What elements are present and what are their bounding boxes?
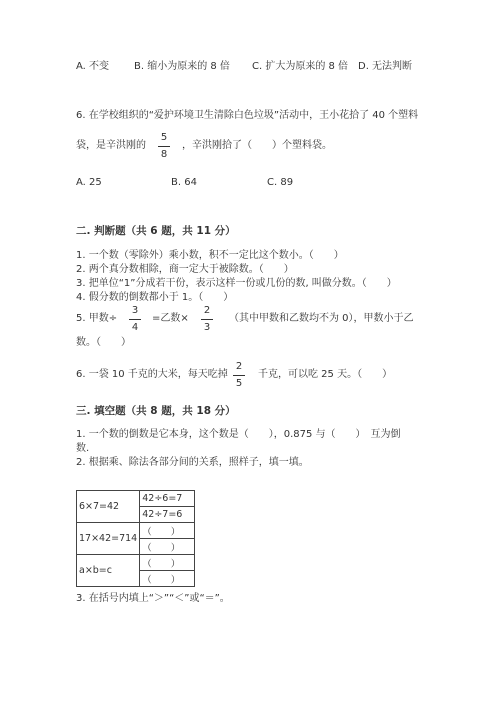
fraction-numerator: 2: [203, 305, 211, 316]
q6-option-a: A. 25: [76, 177, 102, 188]
fraction-bar: [201, 319, 213, 320]
q6-line2-end: ，辛洪刚拾了（ ）个塑料袋。: [182, 140, 332, 151]
option-b: B. 缩小为原来的 8 倍: [134, 61, 230, 72]
judge-item-6-fraction: [233, 362, 245, 389]
q6-option-b: B. 64: [171, 177, 197, 188]
table-cell-given: 17×42=714: [77, 523, 140, 555]
option-c: C. 扩大为原来的 8 倍: [252, 61, 349, 72]
table-blank[interactable]: （ ）: [140, 523, 195, 539]
fraction-denominator: 8: [160, 149, 168, 160]
table-blank[interactable]: （ ）: [140, 571, 195, 587]
fraction-numerator: 3: [131, 305, 139, 316]
option-d: D. 无法判断: [358, 61, 413, 72]
table-row: [77, 523, 195, 539]
judge-item-5-fraction-1: [129, 306, 141, 333]
q6-line1: 6. 在学校组织的“爱护环境卫生清除白色垃圾”活动中，王小花拾了 40 个塑料: [76, 110, 419, 121]
section3-title: 三. 填空题（共 8 题，共 18 分）: [76, 405, 236, 417]
q6-fraction: [158, 133, 170, 160]
fill-item-2: 2. 根据乘、除法各部分间的关系，照样子，填一填。: [76, 457, 309, 468]
judge-item-6-start: 6. 一袋 10 千克的大米，每天吃掉: [76, 369, 228, 380]
judge-item-4: 4. 假分数的倒数都小于 1。（ ）: [76, 292, 234, 303]
section2-title: 二. 判断题（共 6 题，共 11 分）: [76, 225, 236, 237]
fraction-denominator: 4: [131, 322, 139, 333]
judge-item-5-middle: =乙数×: [152, 313, 189, 324]
judge-item-5-end: （其中甲数和乙数均不为 0），甲数小于乙: [229, 313, 414, 324]
fraction-bar: [129, 319, 141, 320]
judge-item-5-line2: 数。（ ）: [76, 337, 131, 348]
q6-option-c: C. 89: [267, 177, 294, 188]
q6-line2-start: 袋，是辛洪刚的: [76, 140, 146, 151]
table-blank[interactable]: （ ）: [140, 555, 195, 571]
fraction-bar: [233, 375, 245, 376]
table-cell-example: 6×7=42: [77, 491, 140, 523]
table-cell-given: a×b=c: [77, 555, 140, 587]
fill-item-3: 3. 在括号内填上“＞”“＜”或“＝”。: [76, 593, 230, 604]
relation-table: [76, 490, 195, 587]
fraction-numerator: 2: [235, 361, 243, 372]
judge-item-3: 3. 把单位“1”分成若干份，表示这样一份或几份的数, 叫做分数。（ ）: [76, 278, 397, 289]
judge-item-2: 2. 两个真分数相除，商一定大于被除数。（ ）: [76, 264, 294, 275]
fill-item-1: 1. 一个数的倒数是它本身，这个数是（ ），0.875 与（ ） 互为倒: [76, 429, 401, 440]
fill-item-1-cont: 数.: [76, 443, 90, 454]
judge-item-1: 1. 一个数（零除外）乘小数，积不一定比这个数小。（ ）: [76, 250, 344, 261]
fraction-denominator: 5: [235, 378, 243, 389]
table-cell: 42÷7=6: [140, 507, 195, 523]
option-a: A. 不变: [76, 61, 110, 72]
table-blank[interactable]: （ ）: [140, 539, 195, 555]
table-row: [77, 491, 195, 507]
fraction-numerator: 5: [160, 132, 168, 143]
fraction-bar: [158, 146, 170, 147]
judge-item-6-end: 千克，可以吃 25 天。（ ）: [258, 369, 393, 380]
judge-item-5-start: 5. 甲数÷: [76, 313, 118, 324]
table-row: [77, 555, 195, 571]
fraction-denominator: 3: [203, 322, 211, 333]
judge-item-5-fraction-2: [201, 306, 213, 333]
table-cell: 42÷6=7: [140, 491, 195, 507]
